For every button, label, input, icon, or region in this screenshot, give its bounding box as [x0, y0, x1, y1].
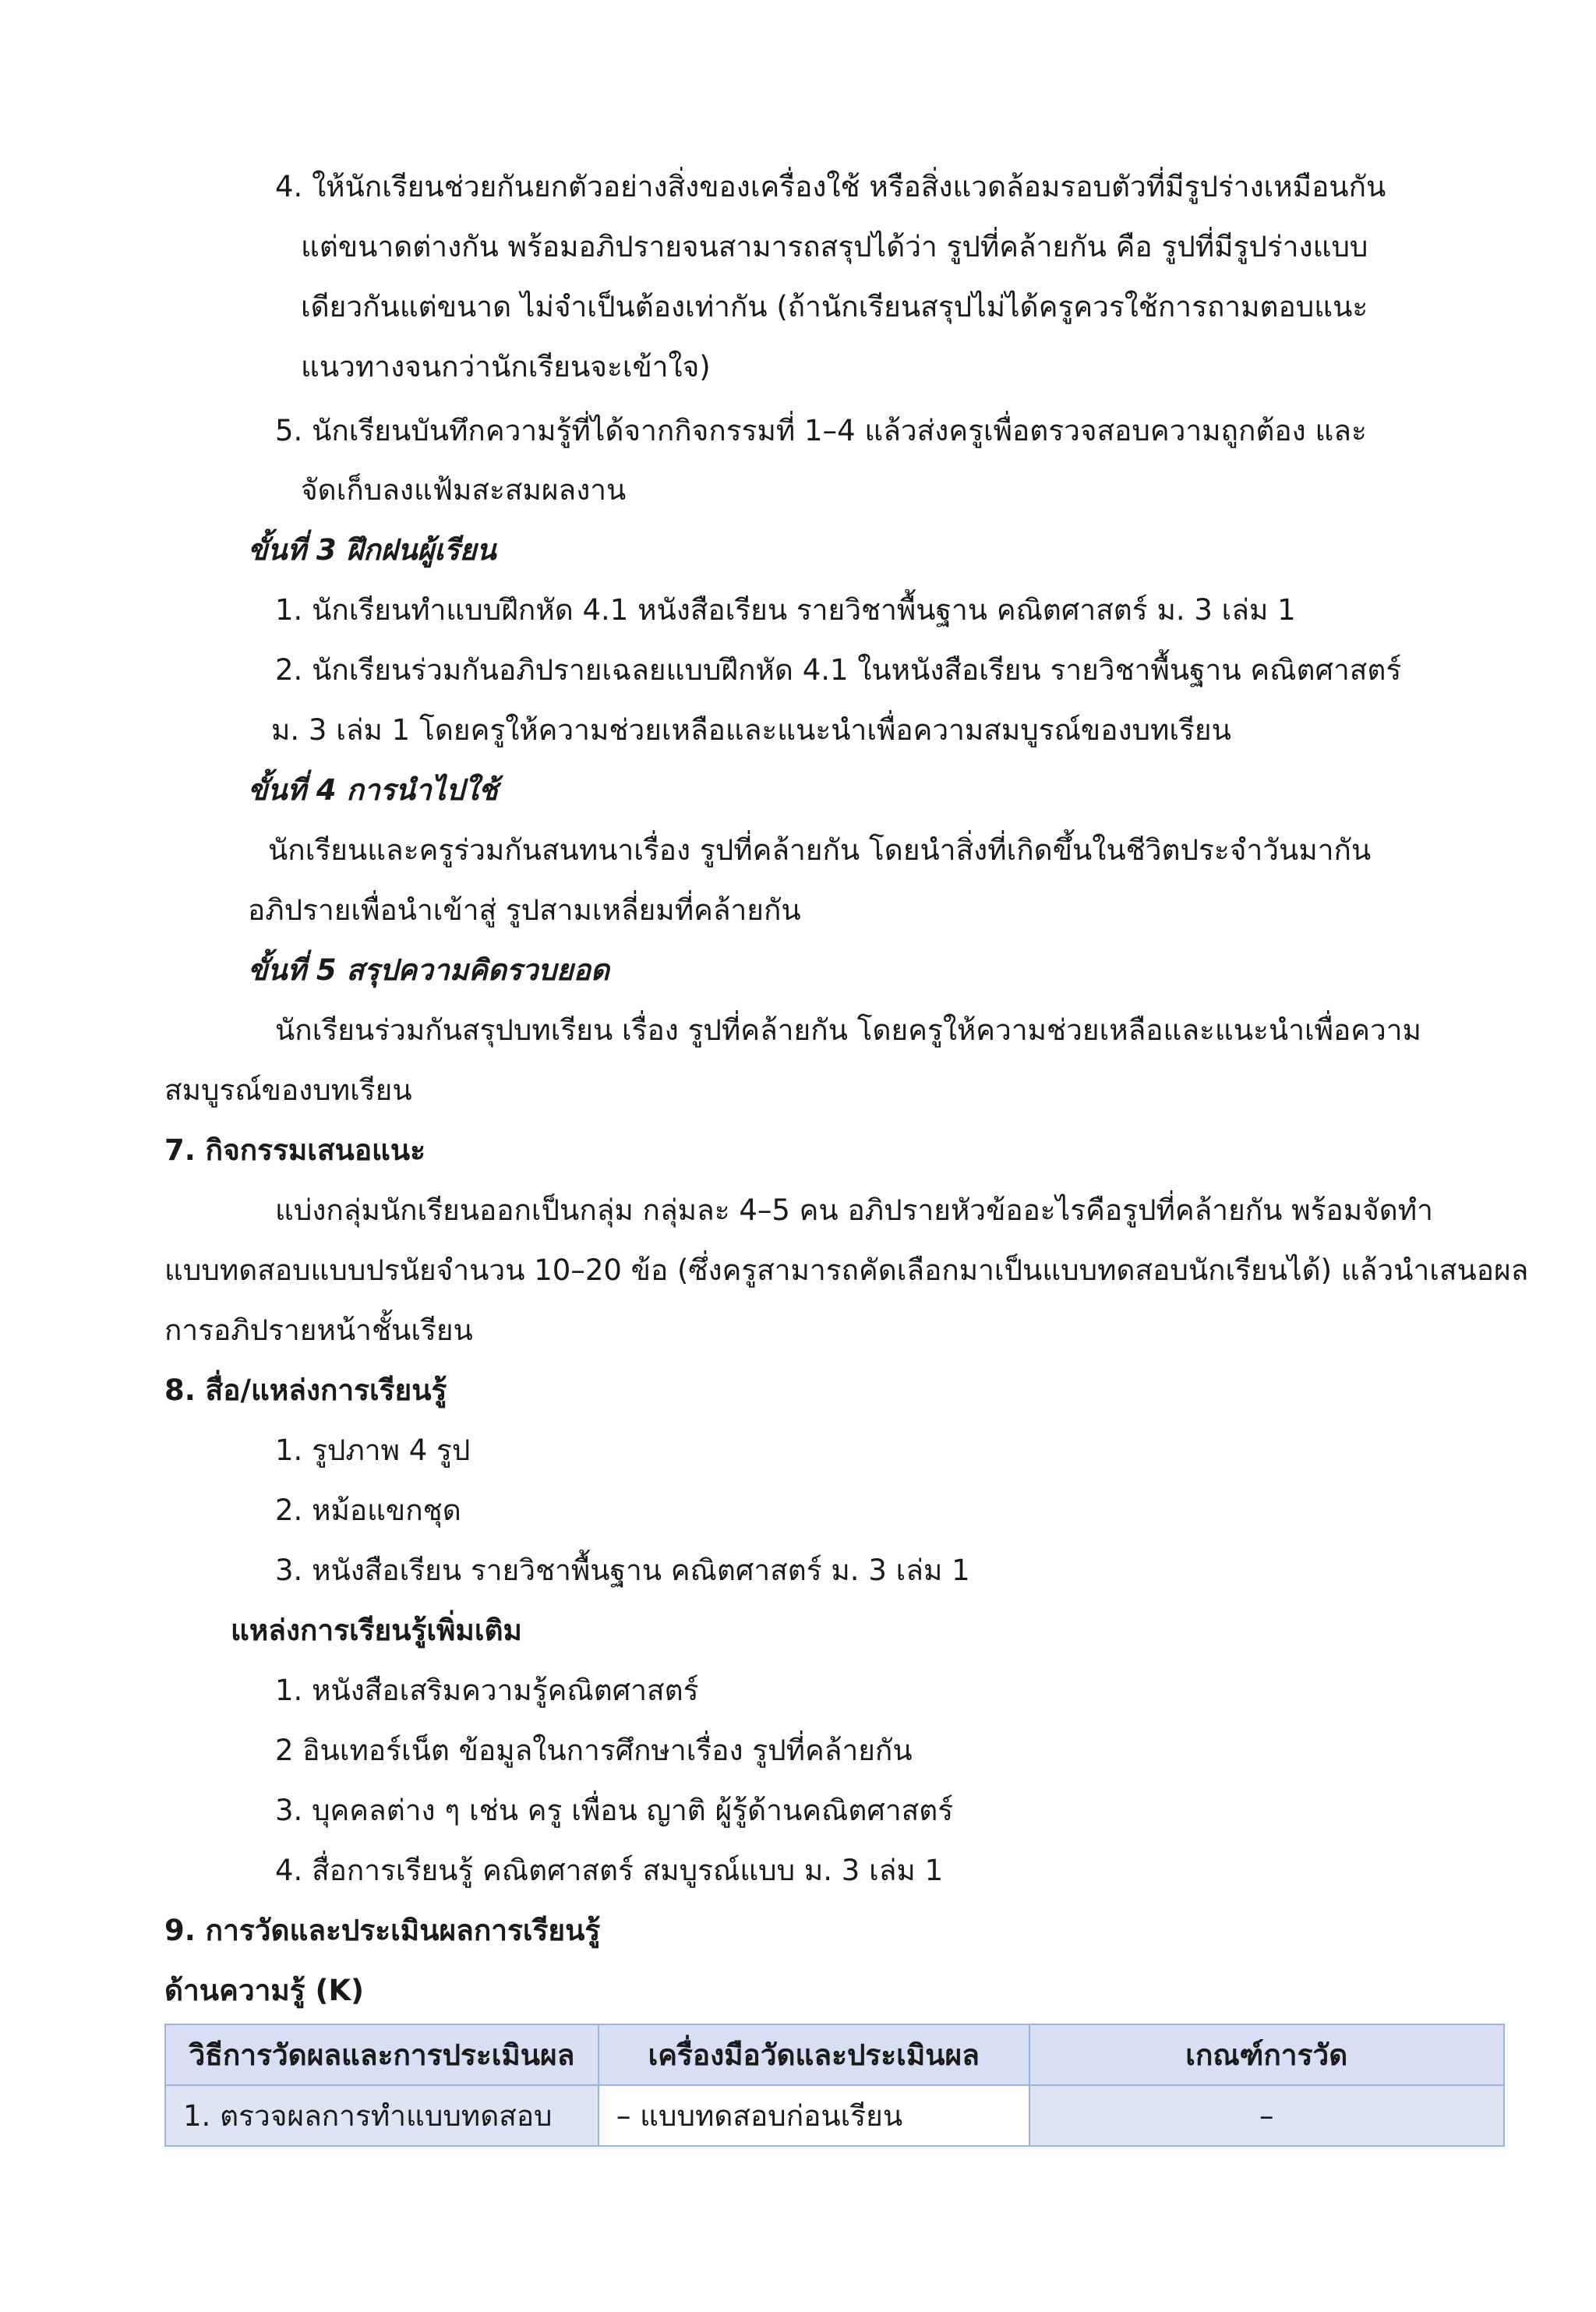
step4-line-2: อภิปรายเพื่อนำเข้าสู่ รูปสามเหลี่ยมที่คล้ายกัน	[248, 893, 801, 927]
step2-item-4-line-1: 4. ให้นักเรียนช่วยกันยกตัวอย่างสิ่งของเครื่องใช้ หรือสิ่งแวดล้อมรอบตัวที่มีรูปร่างเหมือนกัน	[275, 170, 1386, 203]
table-header-method: วิธีการวัดผลและการประเมินผล	[165, 2024, 598, 2085]
section-7-line-3: การอภิปรายหน้าชั้นเรียน	[164, 1313, 473, 1347]
media-item-2: 2. หม้อแขกชุด	[275, 1494, 461, 1527]
step4-title: ขั้นที่ 4 การนำไปใช้	[248, 773, 498, 807]
knowledge-title: ด้านความรู้ (K)	[164, 1974, 365, 2007]
media-item-3: 3. หนังสือเรียน รายวิชาพื้นฐาน คณิตศาสตร์ ม. 3 เล่ม 1	[275, 1554, 970, 1587]
table-cell-tool: – แบบทดสอบก่อนเรียน	[598, 2085, 1029, 2146]
step2-item-5-line-2: จัดเก็บลงแฟ้มสะสมผลงาน	[301, 473, 627, 507]
table-header-criteria: เกณฑ์การวัด	[1029, 2024, 1504, 2085]
section-9-title: 9. การวัดและประเมินผลการเรียนรู้	[164, 1914, 601, 1947]
extra-source-1: 1. หนังสือเสริมความรู้คณิตศาสตร์	[275, 1674, 699, 1707]
table-header-row	[165, 2024, 1504, 2085]
knowledge-assessment-table	[164, 2024, 1505, 2147]
step2-item-4-line-4: แนวทางจนกว่านักเรียนจะเข้าใจ)	[301, 350, 711, 384]
section-7-title: 7. กิจกรรมเสนอแนะ	[164, 1133, 426, 1167]
table-row	[165, 2085, 1504, 2146]
section-7-line-2: แบบทดสอบแบบปรนัยจำนวน 10–20 ข้อ (ซึ่งครูสามารถคัดเลือกมาเป็นแบบทดสอบนักเรียนได้) แล้วนำเสนอผล	[164, 1253, 1529, 1287]
table-header-tool: เครื่องมือวัดและประเมินผล	[598, 2024, 1029, 2085]
step2-item-4-line-2: แต่ขนาดต่างกัน พร้อมอภิปรายจนสามารถสรุปได้ว่า รูปที่คล้ายกัน คือ รูปที่มีรูปร่างแบบ	[301, 230, 1368, 263]
step3-line-1: 1. นักเรียนทำแบบฝึกหัด 4.1 หนังสือเรียน รายวิชาพื้นฐาน คณิตศาสตร์ ม. 3 เล่ม 1	[275, 593, 1296, 627]
media-item-1: 1. รูปภาพ 4 รูป	[275, 1434, 471, 1467]
step2-item-5-line-1: 5. นักเรียนบันทึกความรู้ที่ได้จากกิจกรรมที่ 1–4 แล้วส่งครูเพื่อตรวจสอบความถูกต้อง และ	[275, 414, 1367, 447]
step5-line-2: สมบูรณ์ของบทเรียน	[164, 1073, 412, 1107]
step3-line-2: 2. นักเรียนร่วมกันอภิปรายเฉลยแบบฝึกหัด 4.1 ในหนังสือเรียน รายวิชาพื้นฐาน คณิตศาสตร์	[275, 653, 1402, 687]
extra-sources-title: แหล่งการเรียนรู้เพิ่มเติม	[231, 1614, 522, 1647]
section-8-title: 8. สื่อ/แหล่งการเรียนรู้	[164, 1373, 447, 1407]
extra-source-4: 4. สื่อการเรียนรู้ คณิตศาสตร์ สมบูรณ์แบบ ม. 3 เล่ม 1	[275, 1854, 944, 1887]
step2-item-4-line-3: เดียวกันแต่ขนาด ไม่จำเป็นต้องเท่ากัน (ถ้านักเรียนสรุปไม่ได้ครูควรใช้การถามตอบแนะ	[301, 290, 1368, 323]
step3-title: ขั้นที่ 3 ฝึกฝนผู้เรียน	[248, 533, 496, 567]
extra-source-2: 2 อินเทอร์เน็ต ข้อมูลในการศึกษาเรื่อง รูปที่คล้ายกัน	[275, 1734, 913, 1767]
step4-line-1: นักเรียนและครูร่วมกันสนทนาเรื่อง รูปที่คล้ายกัน โดยนำสิ่งที่เกิดขึ้นในชีวิตประจำวันมากัน	[268, 833, 1372, 867]
extra-source-3: 3. บุคคลต่าง ๆ เช่น ครู เพื่อน ญาติ ผู้รู้ด้านคณิตศาสตร์	[275, 1794, 954, 1827]
step5-title: ขั้นที่ 5 สรุปความคิดรวบยอด	[248, 953, 609, 987]
step5-line-1: นักเรียนร่วมกันสรุปบทเรียน เรื่อง รูปที่คล้ายกัน โดยครูให้ความช่วยเหลือและแนะนำเพื่อความ	[275, 1013, 1421, 1047]
table-cell-method: 1. ตรวจผลการทำแบบทดสอบ	[165, 2085, 598, 2146]
step3-line-3: ม. 3 เล่ม 1 โดยครูให้ความช่วยเหลือและแนะนำเพื่อความสมบูรณ์ของบทเรียน	[271, 713, 1231, 747]
section-7-line-1: แบ่งกลุ่มนักเรียนออกเป็นกลุ่ม กลุ่มละ 4–5 คน อภิปรายหัวข้ออะไรคือรูปที่คล้ายกัน พร้อมจัดทำ	[275, 1193, 1433, 1227]
table-cell-criteria: –	[1029, 2085, 1504, 2146]
